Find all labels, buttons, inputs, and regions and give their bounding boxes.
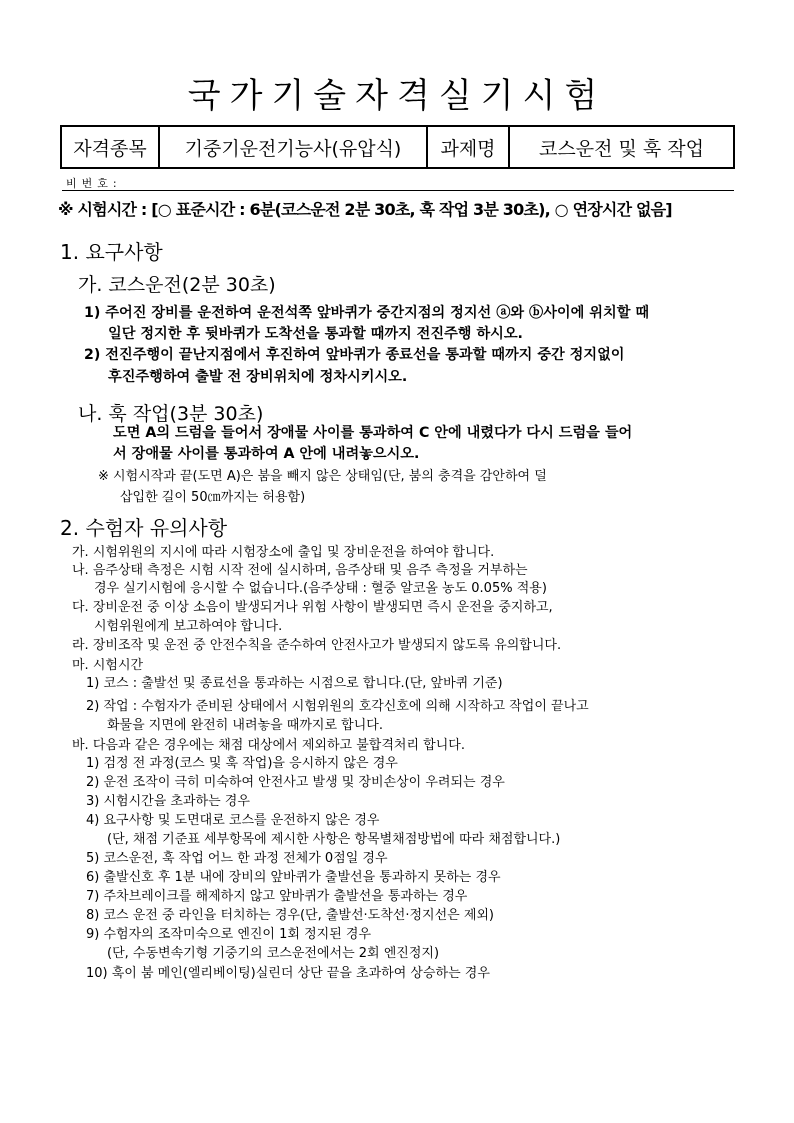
section2-line: 시험위원에게 보고하여야 합니다. <box>94 619 283 634</box>
section1a-line: 2) 전진주행이 끝난지점에서 후진하여 앞바퀴가 종료선을 통과할 때까지 중간 정지없이 <box>84 347 625 363</box>
section2-line: 5) 코스운전, 훅 작업 어느 한 과정 전체가 0점일 경우 <box>86 851 388 866</box>
section1a-heading: 가. 코스운전(2분 30초) <box>78 274 276 296</box>
section2-heading: 2. 수험자 유의사항 <box>60 516 228 540</box>
section2-line: (단, 채점 기준표 세부항목에 제시한 사항은 항목별채점방법에 따라 채점합니다.) <box>107 832 561 847</box>
section1b-note: ※ 시험시작과 끝(도면 A)은 붐을 빼지 않은 상태임(단, 붐의 충격을 감안하여 덜 <box>98 469 547 484</box>
section2-line: 경우 실기시험에 응시할 수 없습니다.(음주상태 : 혈중 알코올 농도 0.05% 적용) <box>94 581 547 596</box>
section2-line: 라. 장비조작 및 운전 중 안전수칙을 준수하여 안전사고가 발생되지 않도록 유의합니다. <box>72 638 562 653</box>
task-label: 과제명 <box>427 126 509 168</box>
page-title: 국가기술자격실기시험 <box>187 76 607 116</box>
section2-line: 9) 수험자의 조작미숙으로 엔진이 1회 정지된 경우 <box>86 927 372 942</box>
section2-line: 7) 주차브레이크를 해제하지 않고 앞바퀴가 출발선을 통과하는 경우 <box>86 889 468 904</box>
section2-line: 다. 장비운전 중 이상 소음이 발생되거나 위험 사항이 발생되면 즉시 운전을 중지하고, <box>72 600 553 615</box>
section1b-line: 도면 A의 드럼을 들어서 장애물 사이를 통과하여 C 안에 내렸다가 다시 드럼을 들어 <box>113 425 633 441</box>
section2-line: 화물을 지면에 완전히 내려놓을 때까지로 합니다. <box>107 718 383 733</box>
section2-line: 1) 코스 : 출발선 및 종료선을 통과하는 시점으로 합니다.(단, 앞바퀴 기준) <box>86 676 503 691</box>
section2-line: 2) 운전 조작이 극히 미숙하여 안전사고 발생 및 장비손상이 우려되는 경우 <box>86 775 505 790</box>
section2-line: 마. 시험시간 <box>72 658 144 673</box>
section1b-line: 서 장애물 사이를 통과하여 A 안에 내려놓으시오. <box>113 446 420 462</box>
section1-heading: 1. 요구사항 <box>60 240 163 264</box>
section2-line: 4) 요구사항 및 도면대로 코스를 운전하지 않은 경우 <box>86 813 380 828</box>
section2-line: (단, 수동변속기형 기중기의 코스운전에서는 2회 엔진정지) <box>107 946 440 961</box>
section1b-heading: 나. 훅 작업(3분 30초) <box>78 403 264 425</box>
section2-line: 3) 시험시간을 초과하는 경우 <box>86 794 250 809</box>
section2-line: 2) 작업 : 수험자가 준비된 상태에서 시험위원의 호각신호에 의해 시작하고 작업이 끝나고 <box>86 699 589 714</box>
section2-line: 나. 음주상태 측정은 시험 시작 전에 실시하며, 음주상태 및 음주 측정을 거부하는 <box>72 563 528 578</box>
section2-line: 바. 다음과 같은 경우에는 채점 대상에서 제외하고 불합격처리 합니다. <box>72 738 465 753</box>
exam-time-note: ※ 시험시간 : [○ 표준시간 : 6분(코스운전 2분 30초, 훅 작업 3분 30초), ○ 연장시간 없음] <box>58 200 672 219</box>
section2-line: 6) 출발신호 후 1분 내에 장비의 앞바퀴가 출발선을 통과하지 못하는 경우 <box>86 870 501 885</box>
section2-line: 1) 검정 전 과정(코스 및 훅 작업)을 응시하지 않은 경우 <box>86 756 398 771</box>
section1a-line: 일단 정지한 후 뒷바퀴가 도착선을 통과할 때까지 전진주행 하시오. <box>108 326 523 342</box>
section1a-line: 1) 주어진 장비를 운전하여 운전석쪽 앞바퀴가 중간지점의 정지선 ⓐ와 ⓑ사이에 위치할 때 <box>84 305 650 321</box>
section1a-line: 후진주행하여 출발 전 장비위치에 정차시키시오. <box>108 369 408 385</box>
serial-underline <box>62 190 734 191</box>
item-value: 기중기운전기능사(유압식) <box>159 126 427 168</box>
info-table <box>60 125 735 169</box>
section2-line: 10) 훅이 붐 메인(엘리베이팅)실린더 상단 끝을 초과하여 상승하는 경우 <box>86 966 490 981</box>
section2-line: 8) 코스 운전 중 라인을 터치하는 경우(단, 출발선·도착선·정지선은 제외) <box>86 908 495 923</box>
task-value: 코스운전 및 훅 작업 <box>509 126 734 168</box>
section1b-note: 삽입한 길이 50㎝까지는 허용함) <box>120 490 306 505</box>
serial-number-label: 비번호: <box>66 177 122 190</box>
item-label: 자격종목 <box>61 126 159 168</box>
section2-line: 가. 시험위원의 지시에 따라 시험장소에 출입 및 장비운전을 하여야 합니다. <box>72 545 495 560</box>
